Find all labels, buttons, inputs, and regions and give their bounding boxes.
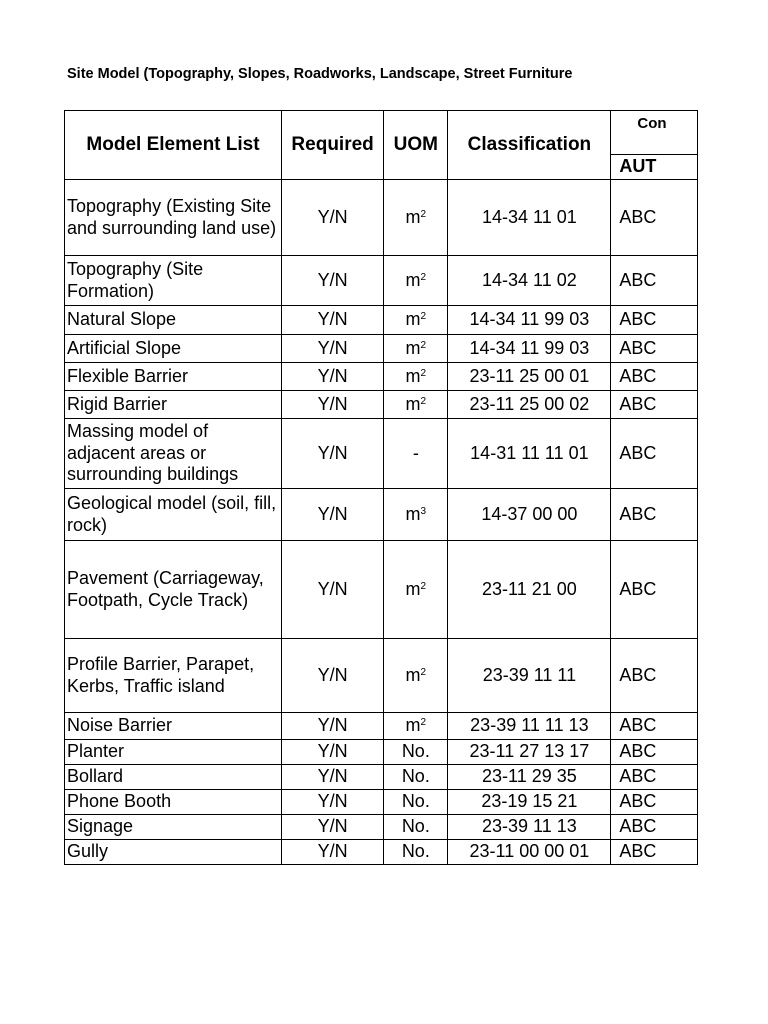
classification-cell: 14-34 11 99 03 — [448, 335, 611, 363]
classification-cell: 23-39 11 11 13 — [448, 713, 611, 740]
classification-cell: 23-11 27 13 17 — [448, 740, 611, 765]
required-cell: Y/N — [281, 419, 383, 489]
classification-cell: 23-39 11 11 — [448, 639, 611, 713]
uom-unit: m — [405, 309, 421, 330]
uom-cell — [384, 306, 448, 335]
table-row — [65, 180, 698, 256]
uom-exponent: 2 — [420, 311, 427, 323]
header-model-element-list: Model Element List — [65, 111, 282, 180]
aut-value-cell: ABC — [611, 541, 698, 639]
model-element-table — [64, 110, 698, 865]
aut-value-cell: ABC — [611, 391, 698, 419]
uom-unit: m — [405, 664, 421, 685]
classification-cell: 23-11 00 00 01 — [448, 840, 611, 865]
uom-unit: m — [405, 269, 421, 290]
uom-exponent: 2 — [420, 580, 427, 592]
uom-unit: - — [412, 442, 419, 463]
uom-unit: m — [405, 715, 421, 736]
uom-unit: No. — [401, 791, 430, 812]
uom-cell — [384, 391, 448, 419]
required-cell: Y/N — [281, 306, 383, 335]
classification-cell: 23-11 25 00 01 — [448, 363, 611, 391]
aut-value-cell: ABC — [611, 363, 698, 391]
table-row — [65, 335, 698, 363]
required-cell: Y/N — [281, 391, 383, 419]
uom-cell — [384, 815, 448, 840]
header-classification: Classification — [448, 111, 611, 180]
uom-exponent: 3 — [420, 505, 427, 517]
uom-cell — [384, 419, 448, 489]
aut-value-cell: ABC — [611, 639, 698, 713]
aut-value-cell: ABC — [611, 765, 698, 790]
element-name-cell: Signage — [65, 815, 282, 840]
aut-value-cell: ABC — [611, 840, 698, 865]
table-row — [65, 840, 698, 865]
element-name-cell: Artificial Slope — [65, 335, 282, 363]
aut-value-cell: ABC — [611, 740, 698, 765]
element-name-cell: Topography (Existing Site and surrounding land use) — [65, 180, 282, 256]
uom-cell — [384, 740, 448, 765]
classification-cell: 14-34 11 02 — [448, 256, 611, 306]
uom-exponent: 2 — [420, 717, 427, 729]
required-cell: Y/N — [281, 815, 383, 840]
classification-cell: 14-34 11 99 03 — [448, 306, 611, 335]
uom-cell — [384, 335, 448, 363]
uom-unit: m — [405, 337, 421, 358]
table-row — [65, 419, 698, 489]
aut-value-cell: ABC — [611, 256, 698, 306]
aut-value-cell: ABC — [611, 419, 698, 489]
required-cell: Y/N — [281, 335, 383, 363]
uom-unit: No. — [401, 741, 430, 762]
table-row — [65, 489, 698, 541]
uom-cell — [384, 541, 448, 639]
table-row — [65, 363, 698, 391]
table-row — [65, 740, 698, 765]
uom-cell — [384, 489, 448, 541]
uom-cell — [384, 790, 448, 815]
aut-value-cell: ABC — [611, 335, 698, 363]
classification-cell: 14-31 11 11 01 — [448, 419, 611, 489]
table-row — [65, 713, 698, 740]
element-name-cell: Planter — [65, 740, 282, 765]
table-row — [65, 765, 698, 790]
uom-unit: No. — [401, 816, 430, 837]
uom-exponent: 2 — [420, 208, 427, 220]
uom-cell — [384, 363, 448, 391]
uom-unit: m — [405, 365, 421, 386]
header-uom: UOM — [384, 111, 448, 180]
element-name-cell: Noise Barrier — [65, 713, 282, 740]
required-cell: Y/N — [281, 790, 383, 815]
element-name-cell: Pavement (Carriageway, Footpath, Cycle Track) — [65, 541, 282, 639]
aut-value-cell: ABC — [611, 306, 698, 335]
element-name-cell: Rigid Barrier — [65, 391, 282, 419]
uom-cell — [384, 765, 448, 790]
required-cell: Y/N — [281, 180, 383, 256]
element-name-cell: Topography (Site Formation) — [65, 256, 282, 306]
element-name-cell: Geological model (soil, fill, rock) — [65, 489, 282, 541]
element-name-cell: Gully — [65, 840, 282, 865]
uom-unit: m — [405, 393, 421, 414]
required-cell: Y/N — [281, 639, 383, 713]
element-name-cell: Profile Barrier, Parapet, Kerbs, Traffic island — [65, 639, 282, 713]
classification-cell: 23-11 29 35 — [448, 765, 611, 790]
classification-cell: 14-37 00 00 — [448, 489, 611, 541]
table-viewport — [64, 110, 698, 870]
header-required: Required — [281, 111, 383, 180]
classification-cell: 23-39 11 13 — [448, 815, 611, 840]
uom-cell — [384, 713, 448, 740]
required-cell: Y/N — [281, 363, 383, 391]
uom-cell — [384, 840, 448, 865]
header-group-con: Con — [611, 111, 698, 155]
uom-exponent: 2 — [420, 666, 427, 678]
aut-value-cell: ABC — [611, 489, 698, 541]
aut-value-cell: ABC — [611, 713, 698, 740]
table-row — [65, 639, 698, 713]
header-aut: AUT — [611, 155, 698, 180]
element-name-cell: Massing model of adjacent areas or surrounding buildings — [65, 419, 282, 489]
classification-cell: 14-34 11 01 — [448, 180, 611, 256]
required-cell: Y/N — [281, 765, 383, 790]
aut-value-cell: ABC — [611, 815, 698, 840]
uom-unit: m — [405, 206, 421, 227]
table-row — [65, 541, 698, 639]
aut-value-cell: ABC — [611, 790, 698, 815]
required-cell: Y/N — [281, 713, 383, 740]
classification-cell: 23-19 15 21 — [448, 790, 611, 815]
uom-exponent: 2 — [420, 271, 427, 283]
table-row — [65, 391, 698, 419]
uom-unit: m — [405, 503, 421, 524]
required-cell: Y/N — [281, 840, 383, 865]
uom-exponent: 2 — [420, 395, 427, 407]
uom-cell — [384, 180, 448, 256]
table-row — [65, 306, 698, 335]
classification-cell: 23-11 25 00 02 — [448, 391, 611, 419]
required-cell: Y/N — [281, 489, 383, 541]
uom-unit: No. — [401, 841, 430, 862]
uom-unit: m — [405, 578, 421, 599]
uom-cell — [384, 256, 448, 306]
element-name-cell: Flexible Barrier — [65, 363, 282, 391]
required-cell: Y/N — [281, 740, 383, 765]
table-row — [65, 815, 698, 840]
required-cell: Y/N — [281, 541, 383, 639]
classification-cell: 23-11 21 00 — [448, 541, 611, 639]
element-name-cell: Bollard — [65, 765, 282, 790]
table-row — [65, 790, 698, 815]
required-cell: Y/N — [281, 256, 383, 306]
uom-cell — [384, 639, 448, 713]
uom-unit: No. — [401, 766, 430, 787]
element-name-cell: Phone Booth — [65, 790, 282, 815]
table-body — [65, 180, 698, 865]
table-row — [65, 256, 698, 306]
document-title: Site Model (Topography, Slopes, Roadworks, Landscape, Street Furniture — [67, 66, 573, 82]
aut-value-cell: ABC — [611, 180, 698, 256]
uom-exponent: 2 — [420, 367, 427, 379]
uom-exponent: 2 — [420, 339, 427, 351]
element-name-cell: Natural Slope — [65, 306, 282, 335]
